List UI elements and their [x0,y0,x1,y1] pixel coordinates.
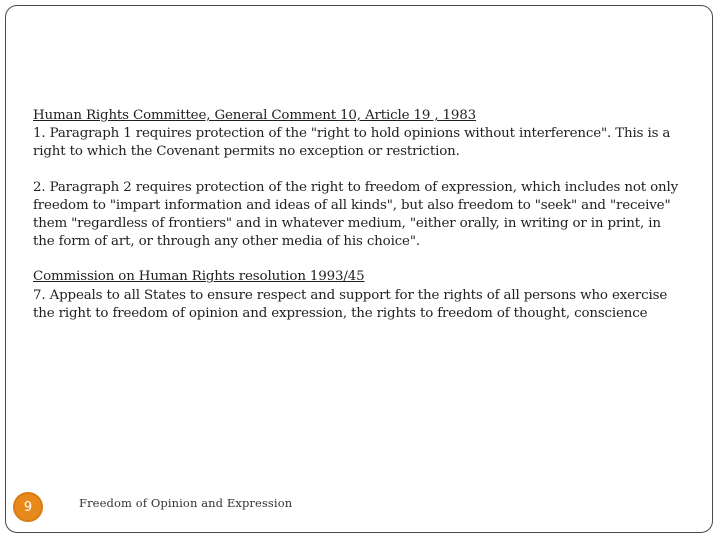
paragraph-1: 1. Paragraph 1 requires protection of the "right to hold opinions without interference". This is a right to which the Covenant permits no exception or restriction. [33,126,671,160]
slide-number-badge [13,492,43,522]
paragraph-7: 7. Appeals to all States to ensure respect and support for the rights of all persons who exercise the right to freedom of opinion and expression, the rights to freedom of thought, conscience [33,287,668,321]
section-heading-commission: Commission on Human Rights resolution 1993/45 [33,269,365,285]
slide-content [33,107,685,323]
paragraph-2: 2. Paragraph 2 requires protection of the right to freedom of expression, which includes not only freedom to "impart information and ideas of all kinds", but also freedom to "seek" and "receive" them "regardless of frontiers" and in whatever medium, "either orally, in writing or in print, in the form of art, or through any other media of his choice". [33,179,679,250]
slide-number: 9 [23,499,33,515]
footer-title: Freedom of Opinion and Expression [79,496,293,510]
section-heading-committee: Human Rights Committee, General Comment 10, Article 19 , 1983 [33,108,477,123]
